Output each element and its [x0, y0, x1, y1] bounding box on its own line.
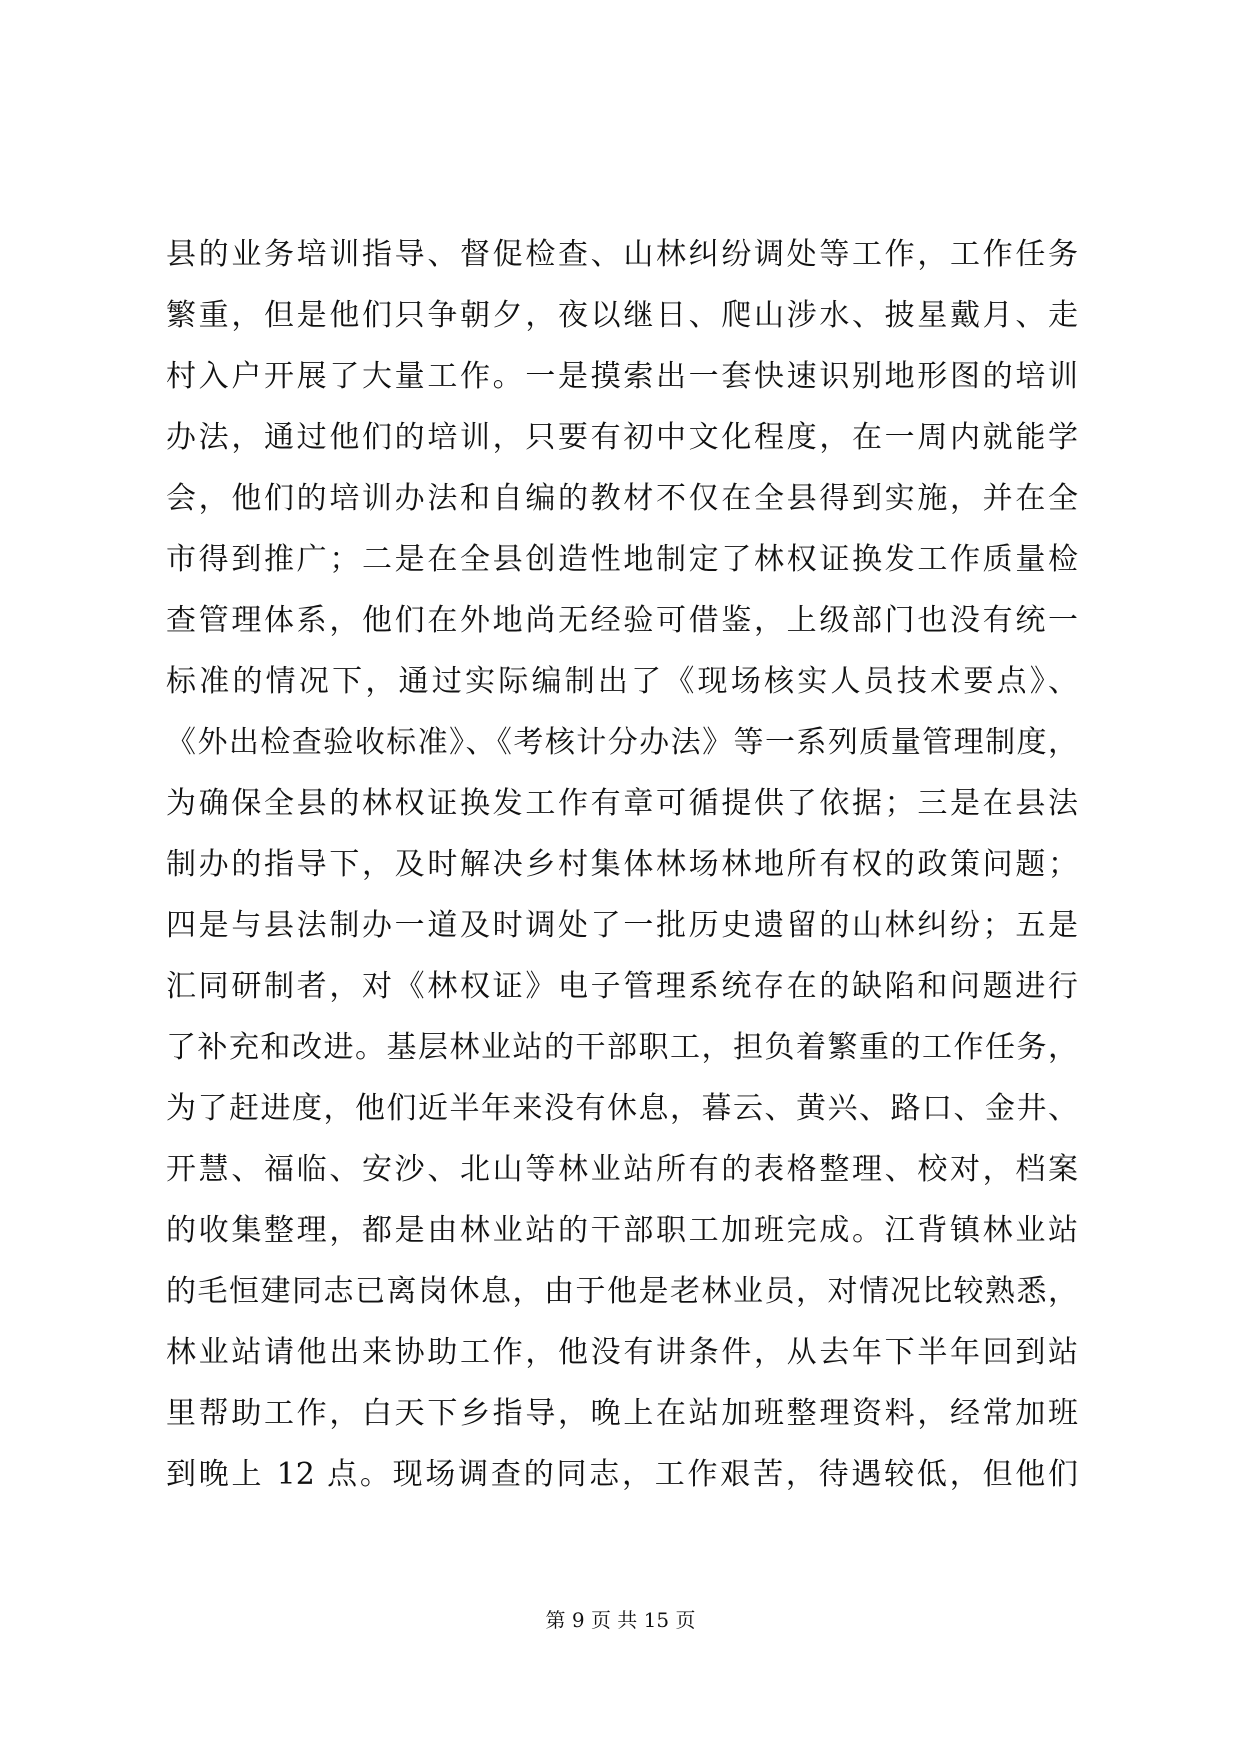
text-line: 为确保全县的林权证换发工作有章可循提供了依据；三是在县法 [166, 786, 1078, 821]
text-line: 开慧、福临、安沙、北山等林业站所有的表格整理、校对，档案 [166, 1152, 1078, 1187]
text-line: 为了赶进度，他们近半年来没有休息，暮云、黄兴、路口、金井、 [166, 1091, 1078, 1126]
text-line: 繁重，但是他们只争朝夕，夜以继日、爬山涉水、披星戴月、走 [166, 298, 1078, 333]
text-line: 村入户开展了大量工作。一是摸索出一套快速识别地形图的培训 [166, 359, 1078, 394]
text-line: 林业站请他出来协助工作，他没有讲条件，从去年下半年回到站 [166, 1335, 1078, 1370]
text-line: 的收集整理，都是由林业站的干部职工加班完成。江背镇林业站 [166, 1213, 1078, 1248]
text-line: 标准的情况下，通过实际编制出了《现场核实人员技术要点》、 [166, 664, 1078, 699]
page-number-footer: 第 9 页 共 15 页 [545, 1608, 696, 1632]
text-line: 里帮助工作，白天下乡指导，晚上在站加班整理资料，经常加班 [166, 1396, 1078, 1431]
text-line: 查管理体系，他们在外地尚无经验可借鉴，上级部门也没有统一 [166, 603, 1078, 638]
text-line: 的毛恒建同志已离岗休息，由于他是老林业员，对情况比较熟悉， [166, 1274, 1078, 1309]
text-line: 《外出检查验收标准》、《考核计分办法》等一系列质量管理制度， [166, 725, 1078, 760]
text-line: 了补充和改进。基层林业站的干部职工，担负着繁重的工作任务， [166, 1030, 1078, 1065]
text-line: 四是与县法制办一道及时调处了一批历史遗留的山林纠纷；五是 [166, 908, 1078, 943]
text-line: 制办的指导下，及时解决乡村集体林场林地所有权的政策问题； [166, 847, 1078, 882]
text-line: 会，他们的培训办法和自编的教材不仅在全县得到实施，并在全 [166, 481, 1078, 516]
text-line: 办法，通过他们的培训，只要有初中文化程度，在一周内就能学 [166, 420, 1078, 455]
text-line: 到晚上 12 点。现场调查的同志，工作艰苦，待遇较低，但他们 [166, 1457, 1078, 1492]
text-line: 市得到推广；二是在全县创造性地制定了林权证换发工作质量检 [166, 542, 1078, 577]
body-paragraph [166, 224, 1078, 1505]
text-line: 汇同研制者，对《林权证》电子管理系统存在的缺陷和问题进行 [166, 969, 1078, 1004]
text-line: 县的业务培训指导、督促检查、山林纠纷调处等工作，工作任务 [166, 237, 1078, 272]
